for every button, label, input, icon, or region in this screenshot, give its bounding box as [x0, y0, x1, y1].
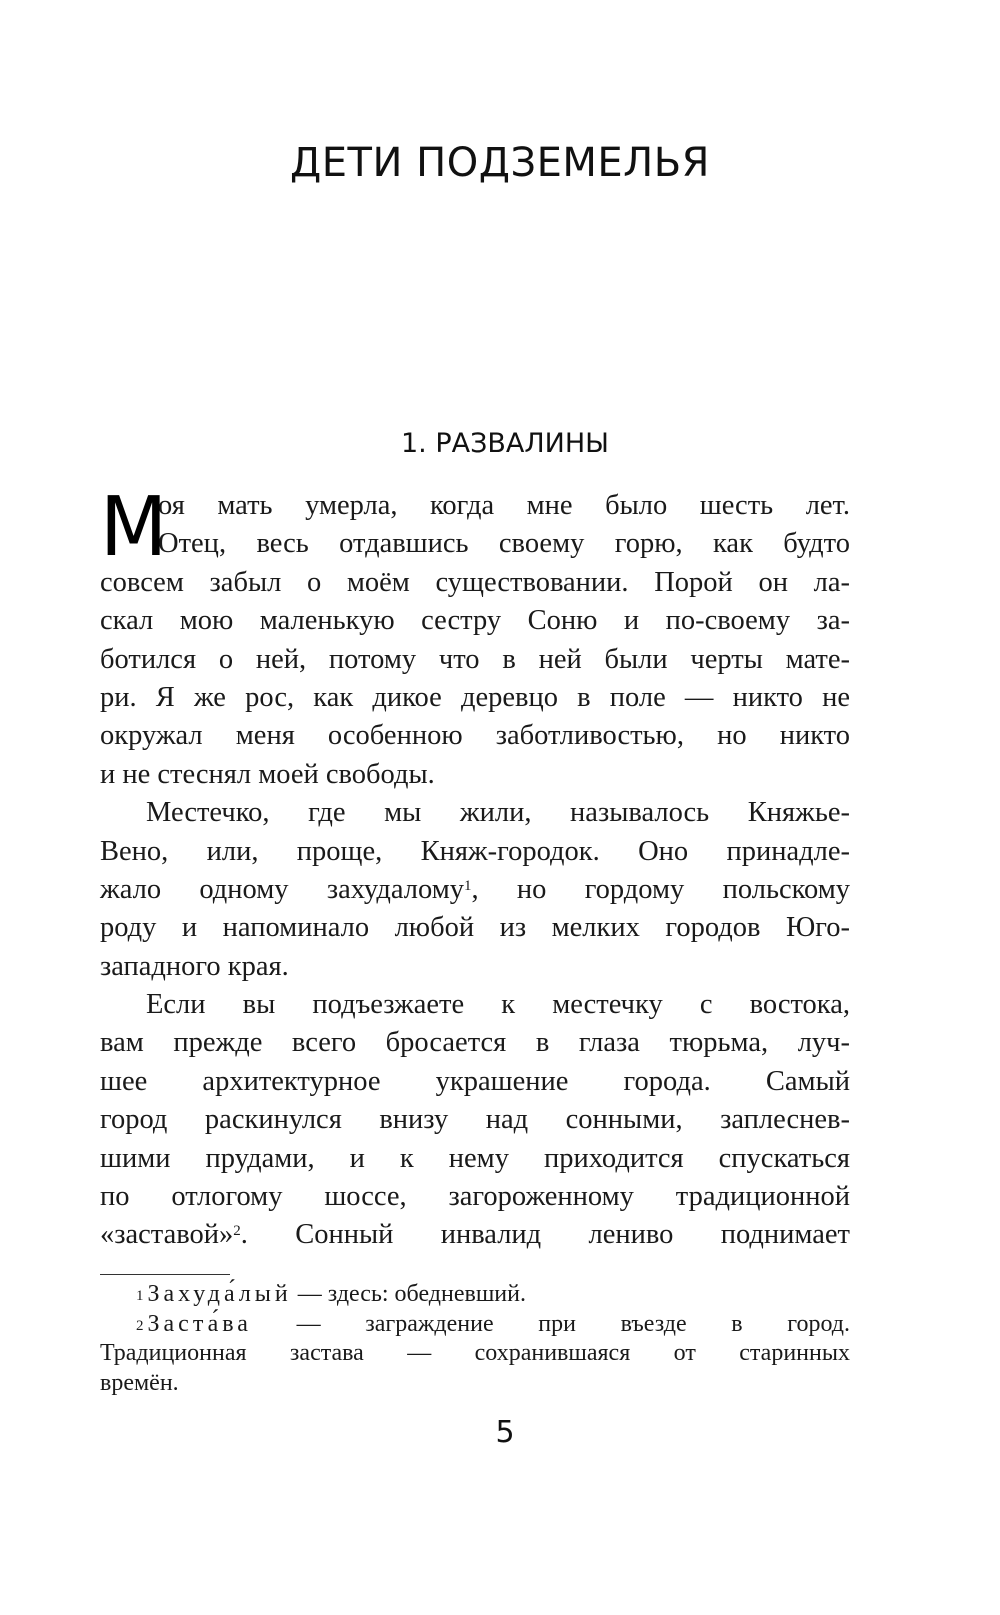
- text-fragment: . Сонный инвалид лениво поднимает: [240, 1219, 850, 1251]
- text-fragment: «заставой»: [100, 1219, 234, 1251]
- page-number: 5: [495, 1415, 515, 1450]
- text-line: Местечко, где мы жили, называлось Княжье-: [146, 797, 850, 829]
- text-line-with-footnote: [100, 1216, 850, 1254]
- drop-cap: М: [100, 480, 168, 575]
- chapter-title: 1. РАЗВАЛИНЫ: [400, 428, 610, 459]
- footnote-2: [100, 1310, 850, 1340]
- footnote-ref-1[interactable]: 1: [463, 877, 472, 894]
- footnote-term: Заста́ва: [147, 1310, 252, 1337]
- text-line: и не стеснял моей свободы.: [100, 758, 435, 790]
- text-line: окружал меня особенною заботливостью, но никто: [100, 720, 850, 752]
- text-line: роду и напоминало любой из мелких городов Юго-: [100, 912, 850, 944]
- footnote-ref-2[interactable]: 2: [233, 1223, 241, 1240]
- text-line: по отлогому шоссе, загороженному традиционной: [100, 1181, 850, 1213]
- text-line: ботился о ней, потому что в ней были черты мате-: [100, 643, 850, 675]
- text-line: оя мать умерла, когда мне было шесть лет.: [158, 490, 850, 521]
- book-title: ДЕТИ ПОДЗЕМЕЛЬЯ: [290, 140, 710, 186]
- footnote-term: Захуда́лый: [147, 1281, 292, 1307]
- footnote-number: 1: [136, 1288, 144, 1304]
- text-line: скал мою маленькую сестру Соню и по-своему за-: [100, 605, 850, 637]
- footnotes: [100, 1280, 850, 1398]
- chapter-body: [100, 480, 850, 1255]
- text-line: ри. Я же рос, как дикое деревцо в поле — никто не: [100, 681, 850, 713]
- text-line: шими прудами, и к нему приходится спускаться: [100, 1142, 850, 1174]
- footnote-2-continued: времён.: [100, 1369, 179, 1396]
- text-line-with-footnote: [100, 871, 850, 909]
- text-line: совсем забыл о моём существовании. Порой он ла-: [100, 566, 850, 598]
- footnote-divider: [100, 1274, 230, 1275]
- text-line: Отец, весь отдавшись своему горю, как будто: [158, 528, 850, 560]
- text-line: вам прежде всего бросается в глаза тюрьма, луч-: [100, 1027, 850, 1059]
- text-line: город раскинулся внизу над сонными, заплеснев-: [100, 1104, 850, 1136]
- text-fragment: жало одному захудалому: [100, 873, 464, 905]
- text-line: западного края.: [100, 950, 289, 982]
- text-fragment: , но гордому польскому: [471, 873, 850, 905]
- footnote-text: — заграждение при въезде в город.: [251, 1310, 850, 1337]
- footnote-1: [100, 1280, 850, 1310]
- footnote-2-continued: Традиционная застава — сохранившаяся от старинных: [100, 1340, 850, 1366]
- text-line: Если вы подъезжаете к местечку с востока,: [146, 989, 850, 1021]
- footnote-number: 2: [136, 1317, 144, 1334]
- footnote-text: — здесь: обедневший.: [291, 1281, 526, 1307]
- text-line: Вено, или, проще, Княж-городок. Оно принадле-: [100, 835, 850, 867]
- text-line: шее архитектурное украшение города. Самый: [100, 1065, 850, 1097]
